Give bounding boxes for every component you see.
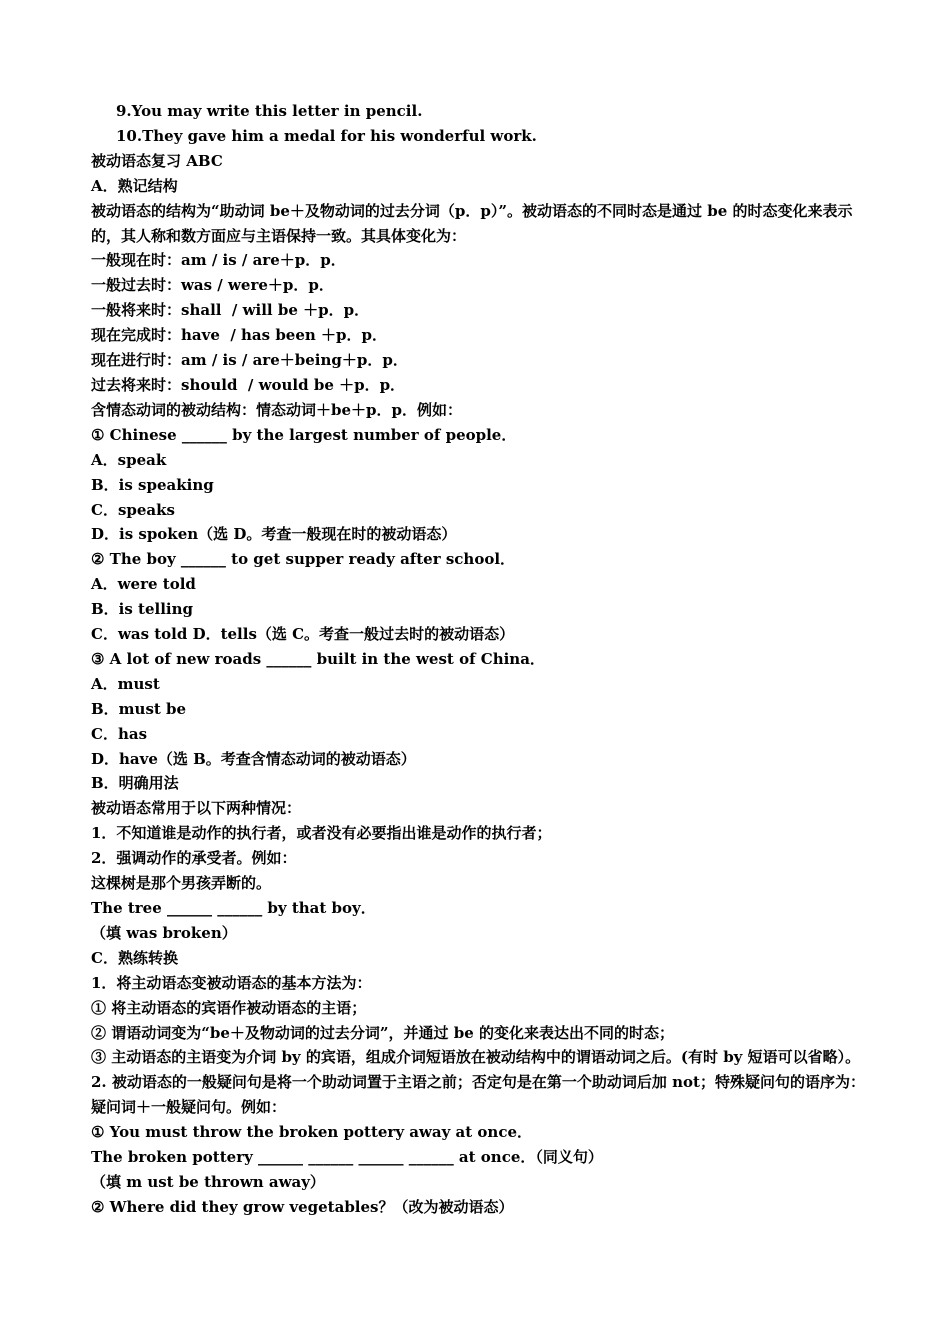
heading-b: B．明确用法 <box>91 774 179 793</box>
example-3-option-b: B．must be <box>91 699 187 718</box>
example-2-option-a: A．were told <box>91 575 196 594</box>
example-2-option-cd: C．was told D．tells（选 C。考查一般过去时的被动语态） <box>91 625 515 644</box>
example-1-option-b: B．is speaking <box>91 475 214 494</box>
document-page <box>91 99 866 1220</box>
example-1-question: ① Chinese ______ by the largest number of people． <box>91 425 517 444</box>
example-1-option-d: D．is spoken（选 D。考查一般现在时的被动语态） <box>91 525 457 544</box>
tense-simple-past: 一般过去时：was / were＋p．p． <box>91 276 334 295</box>
example-1-option-a: A．speak <box>91 450 167 469</box>
conversion-step-2: ② 谓语动词变为“be＋及物动词的过去分词”，并通过 be 的变化来表达出不同的时态； <box>91 1023 674 1042</box>
example-3-option-a: A．must <box>91 674 160 693</box>
example-2-question: ② The boy ______ to get supper ready after school． <box>91 550 516 569</box>
conversion-example-1: ① You must throw the broken pottery away at once． <box>91 1123 532 1142</box>
example-3-question: ③ A lot of new roads ______ built in the west of China． <box>91 649 545 668</box>
conversion-intro: 1．将主动语态变被动语态的基本方法为： <box>91 973 372 992</box>
conversion-step-3: ③ 主动语态的主语变为介词 by 的宾语，组成介词短语放在被动结构中的谓语动词之后。(有时 by 短语可以省略）。 <box>91 1048 861 1067</box>
example-1-option-c: C．speaks <box>91 500 175 519</box>
question-forms-note: 2. 被动语态的一般疑问句是将一个助动词置于主语之前；否定句是在第一个助动词后加 not；特殊疑问句的语序为：疑问词＋一般疑问句。例如： <box>91 1073 865 1117</box>
conversion-example-1-blank: The broken pottery ______ ______ ______ ______ at once．（同义句） <box>91 1148 603 1167</box>
example-3-option-c: C．has <box>91 724 148 743</box>
conversion-example-2: ② Where did they grow vegetables？（改为被动语态） <box>91 1197 514 1216</box>
usage-point-2: 2．强调动作的承受者。例如： <box>91 849 297 868</box>
heading-a: A．熟记结构 <box>91 176 178 195</box>
section-title: 被动语态复习 ABC <box>91 151 223 170</box>
usage-example-english: The tree ______ ______ by that boy． <box>91 899 376 917</box>
usage-intro: 被动语态常用于以下两种情况： <box>91 799 302 818</box>
exercise-item-9: 9.You may write this letter in pencil. <box>116 102 423 120</box>
conversion-example-1-answer: （填 m ust be thrown away） <box>91 1172 325 1191</box>
conversion-step-1: ① 将主动语态的宾语作被动语态的主语； <box>91 998 367 1017</box>
example-3-option-d: D．have（选 B。考查含情态动词的被动语态） <box>91 749 416 768</box>
heading-c: C．熟练转换 <box>91 948 178 967</box>
tense-present-progressive: 现在进行时：am / is / are＋being＋p．p． <box>91 351 408 370</box>
tense-simple-present: 一般现在时：am / is / are＋p．p． <box>91 251 346 270</box>
modal-passive-note: 含情态动词的被动结构：情态动词＋be＋p．p．例如： <box>91 400 463 419</box>
tense-simple-future: 一般将来时：shall / will be ＋p．p． <box>91 301 370 320</box>
usage-example-chinese: 这棵树是那个男孩弄断的。 <box>91 874 272 893</box>
usage-example-answer: （填 was broken） <box>91 923 237 942</box>
example-2-option-b: B．is telling <box>91 600 194 619</box>
exercise-item-10: 10.They gave him a medal for his wonderful work. <box>116 126 537 145</box>
paragraph-structure: 被动语态的结构为“助动词 be＋及物动词的过去分词（p．p）”。被动语态的不同时态是通过 be 的时态变化来表示的，其人称和数方面应与主语保持一致。其具体变化为： <box>91 201 853 245</box>
tense-past-future: 过去将来时：should / would be ＋p．p． <box>91 375 406 394</box>
tense-present-perfect: 现在完成时：have / has been ＋p．p． <box>91 326 388 345</box>
usage-point-1: 1．不知道谁是动作的执行者，或者没有必要指出谁是动作的执行者； <box>91 824 552 843</box>
